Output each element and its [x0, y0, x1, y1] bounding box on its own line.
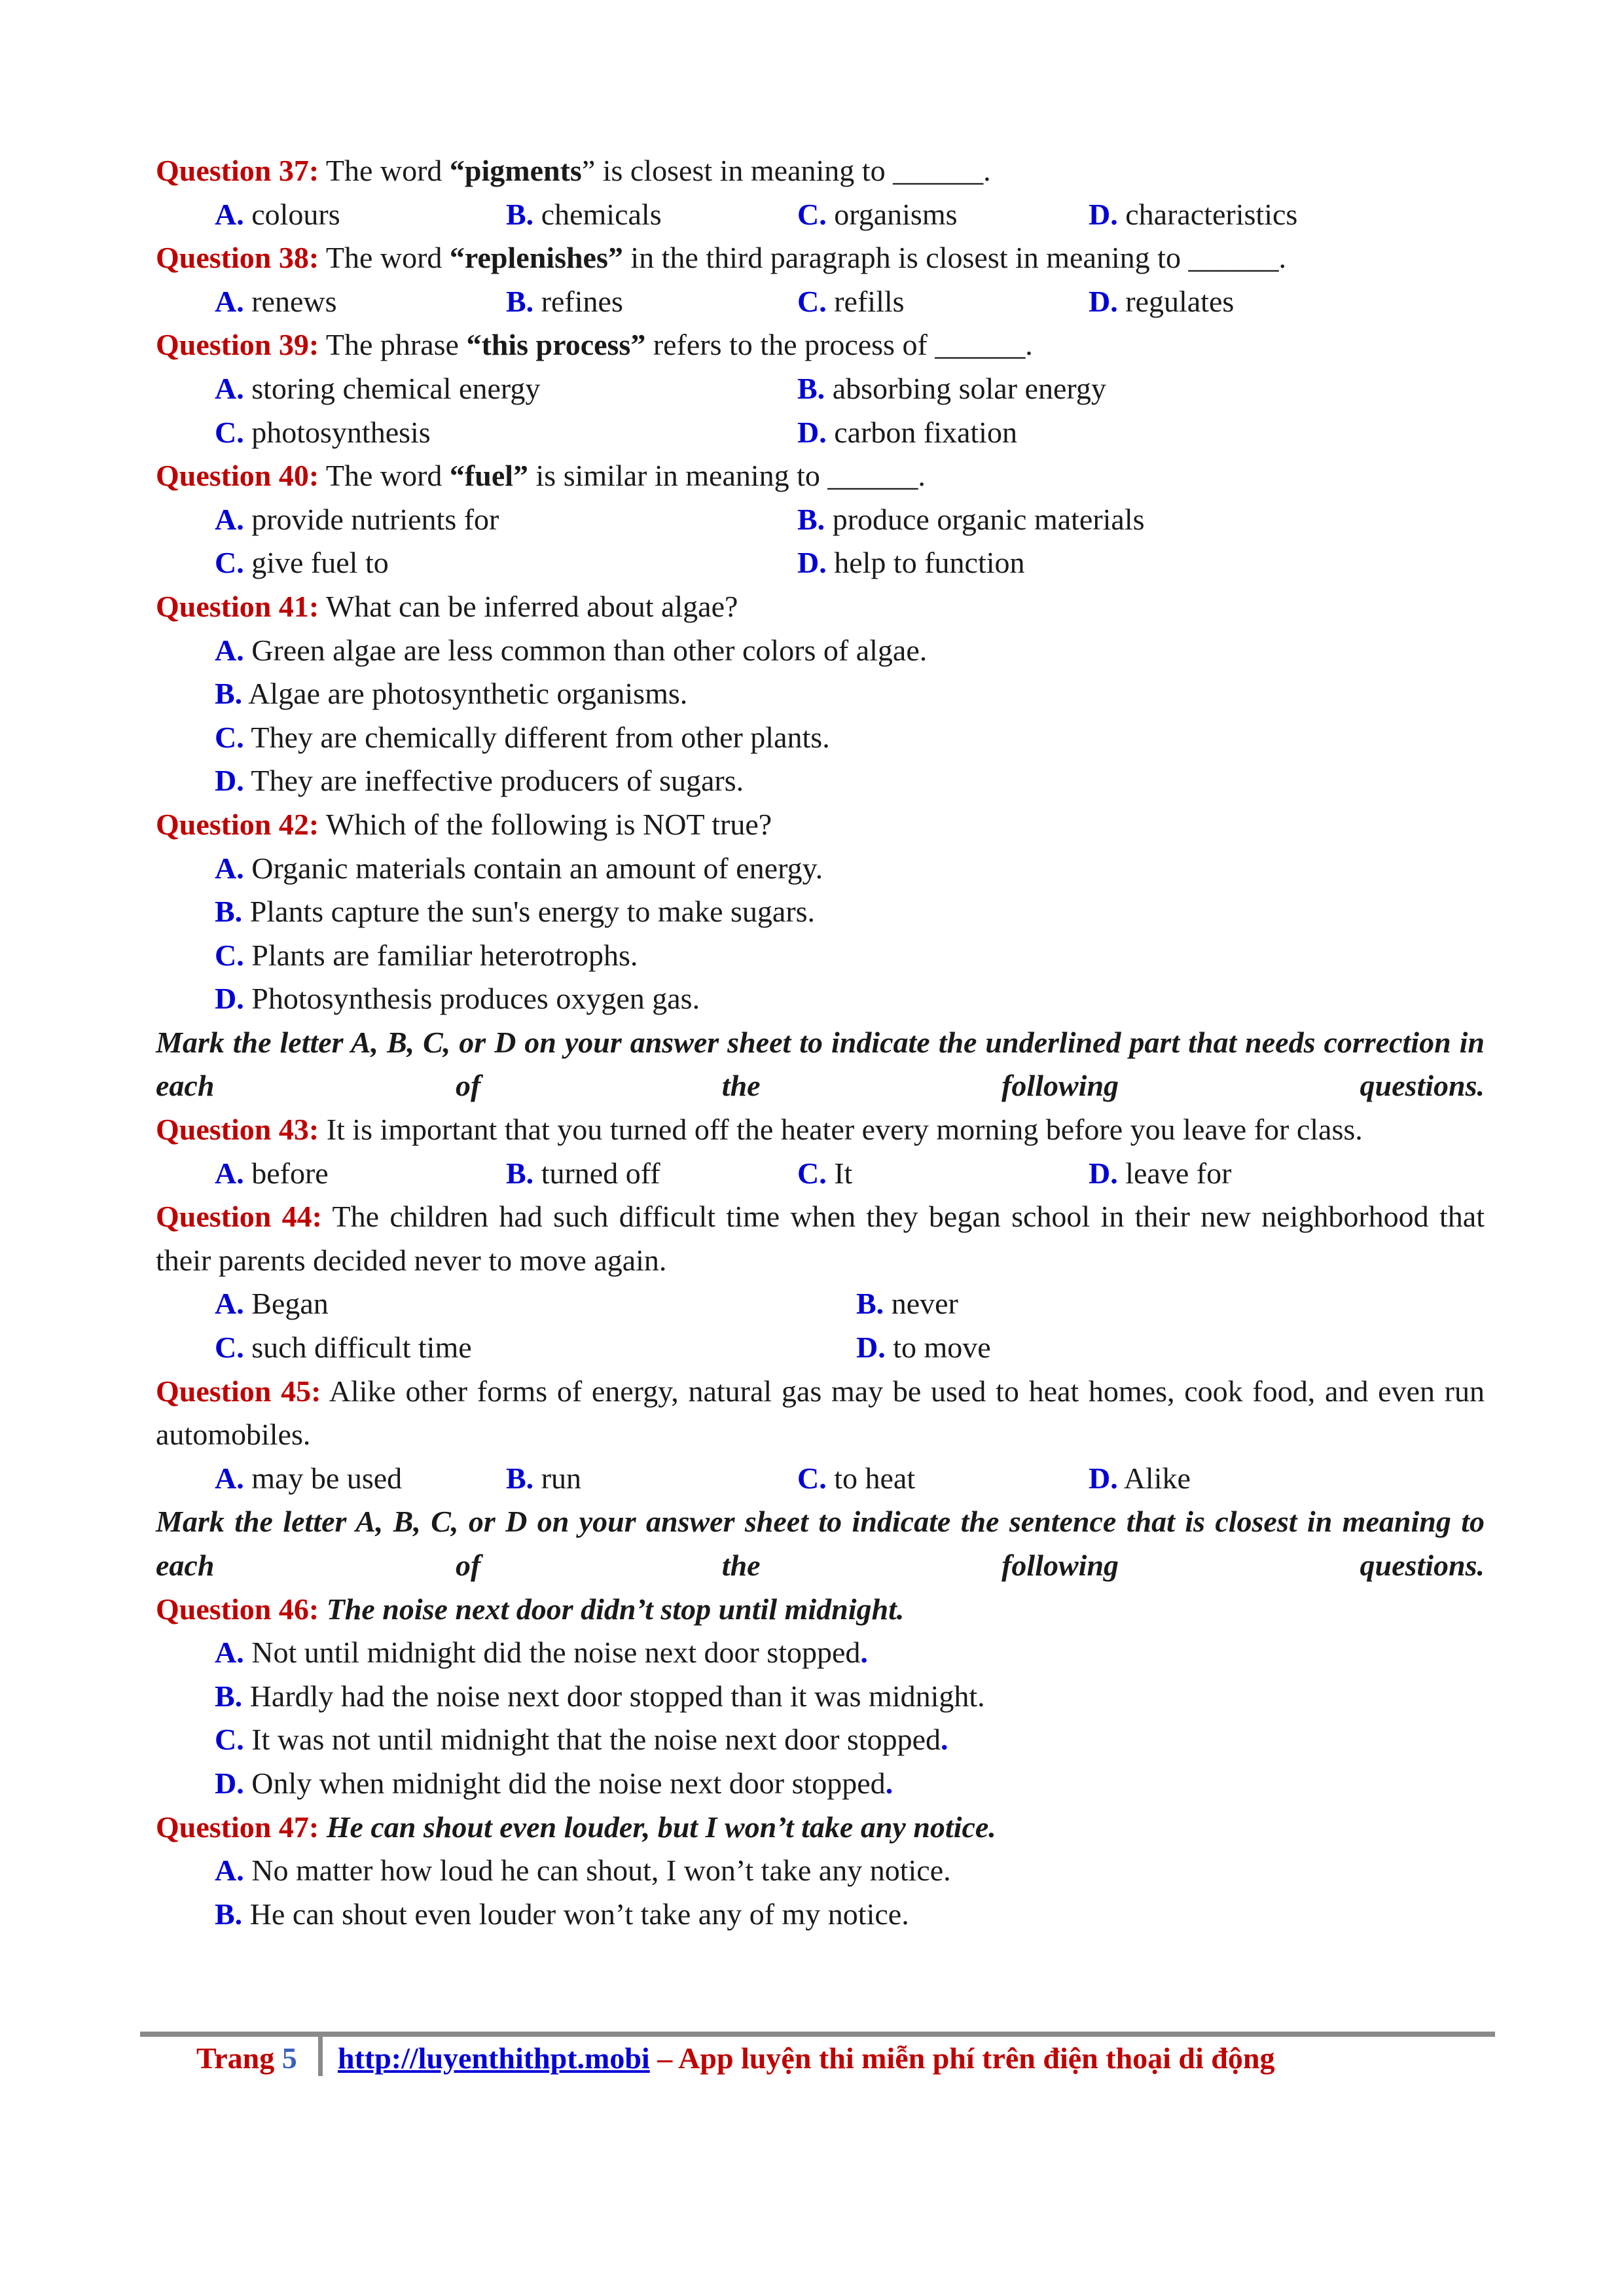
option-b: B. produce organic materials	[797, 502, 1145, 536]
question-45: Question 45: Alike other forms of energy, natural gas may be used to heat homes, cook food, and even run automobiles.	[156, 1374, 1485, 1452]
option-c: C. such difficult time	[215, 1331, 472, 1365]
question-label: Question 44:	[156, 1200, 322, 1234]
option-d: D. They are ineffective producers of sugars.	[215, 764, 744, 798]
question-label: Question 37:	[156, 154, 319, 187]
question-39: Question 39: The phrase “this process” refers to the process of ______.	[156, 328, 1033, 362]
option-c: C. refills	[797, 284, 905, 318]
option-b: B. chemicals	[506, 197, 662, 231]
options-row	[156, 1457, 1485, 1501]
page-number: Trang 5	[196, 2041, 297, 2075]
option-d: D. Alike	[1089, 1461, 1191, 1495]
question-label: Question 47:	[156, 1810, 319, 1844]
option-c: C. give fuel to	[215, 546, 389, 580]
question-44: Question 44: The children had such difficult time when they began school in their new neighborhood that their parents decided never to move again.	[156, 1200, 1485, 1277]
section-instruction: Mark the letter A, B, C, or D on your answer sheet to indicate the underlined part that needs correction in each of the following questions.	[156, 1025, 1485, 1103]
question-label: Question 39:	[156, 328, 319, 362]
footer-link[interactable]: http://luyenthithpt.mobi	[338, 2041, 650, 2075]
question-41: Question 41: What can be inferred about algae?	[156, 589, 738, 623]
option-b: B. absorbing solar energy	[797, 371, 1106, 405]
question-37: Question 37: The word “pigments” is closest in meaning to ______.	[156, 154, 991, 187]
option-b: B. run	[506, 1461, 582, 1495]
option-c: C. to heat	[797, 1461, 916, 1495]
option-c: C. organisms	[797, 197, 958, 231]
options-row	[156, 280, 1485, 324]
footer-divider	[140, 2032, 1495, 2037]
option-c: C. It was not until midnight that the noise next door stopped.	[215, 1723, 948, 1757]
question-label: Question 40:	[156, 459, 319, 493]
option-c: C. They are chemically different from other plants.	[215, 720, 830, 754]
question-40: Question 40: The word “fuel” is similar in meaning to ______.	[156, 459, 926, 493]
option-d: D. leave for	[1089, 1156, 1232, 1190]
question-label: Question 41:	[156, 589, 319, 623]
question-keyword: “fuel”	[449, 459, 529, 493]
option-b: B. Plants capture the sun's energy to make sugars.	[215, 895, 816, 929]
option-a: A. provide nutrients for	[215, 502, 499, 536]
question-38: Question 38: The word “replenishes” in the third paragraph is closest in meaning to ______.	[156, 241, 1286, 275]
option-b: B. turned off	[506, 1156, 660, 1190]
option-d: D. help to function	[797, 546, 1025, 580]
option-a: A. colours	[215, 197, 340, 231]
option-a: A. Not until midnight did the noise next door stopped.	[215, 1636, 868, 1670]
option-c: C. photosynthesis	[215, 415, 431, 449]
option-d: D. regulates	[1089, 284, 1235, 318]
options-row	[156, 1152, 1485, 1196]
option-b: B. Hardly had the noise next door stopped than it was midnight.	[215, 1679, 985, 1713]
footer-tagline: – App luyện thi miễn phí trên điện thoại di động	[649, 2041, 1275, 2075]
exam-content	[156, 149, 1485, 1936]
option-d: D. Only when midnight did the noise next door stopped.	[215, 1766, 893, 1800]
option-a: A. before	[215, 1156, 329, 1190]
question-label: Question 38:	[156, 241, 319, 275]
question-46: Question 46: The noise next door didn’t stop until midnight.	[156, 1592, 905, 1626]
options-row	[156, 411, 1485, 455]
options-row	[156, 1326, 1485, 1370]
options-row	[156, 193, 1485, 237]
footer-separator	[318, 2037, 323, 2076]
option-d: D. to move	[856, 1331, 991, 1365]
option-d: D. characteristics	[1089, 197, 1298, 231]
options-row	[156, 1282, 1485, 1326]
question-keyword: “pigments	[449, 154, 582, 187]
option-b: B. He can shout even louder won’t take any of my notice.	[215, 1897, 909, 1931]
option-a: A. Green algae are less common than other colors of algae.	[215, 633, 928, 667]
option-a: A. No matter how loud he can shout, I won’t take any notice.	[215, 1854, 951, 1888]
question-43: Question 43: It is important that you turned off the heater every morning before you leave for class.	[156, 1113, 1363, 1147]
options-row	[156, 367, 1485, 411]
option-c: C. Plants are familiar heterotrophs.	[215, 938, 638, 972]
option-a: A. storing chemical energy	[215, 371, 541, 405]
question-label: Question 45:	[156, 1374, 321, 1408]
section-instruction: Mark the letter A, B, C, or D on your answer sheet to indicate the sentence that is closest in meaning to each of the following questions.	[156, 1505, 1485, 1582]
option-a: A. renews	[215, 284, 337, 318]
options-row	[156, 541, 1485, 585]
option-d: D. Photosynthesis produces oxygen gas.	[215, 982, 700, 1016]
option-a: A. Began	[215, 1287, 329, 1321]
option-b: B. never	[856, 1287, 958, 1321]
question-keyword: “this process”	[466, 328, 646, 362]
option-d: D. carbon fixation	[797, 415, 1017, 449]
option-a: A. may be used	[215, 1461, 403, 1495]
question-keyword: “replenishes”	[449, 241, 623, 275]
options-row	[156, 498, 1485, 542]
question-label: Question 42:	[156, 807, 319, 841]
option-b: B. Algae are photosynthetic organisms.	[215, 677, 688, 711]
question-label: Question 43:	[156, 1113, 319, 1147]
option-c: C. It	[797, 1156, 853, 1190]
footer-text	[338, 2041, 1274, 2075]
question-47: Question 47: He can shout even louder, but I won’t take any notice.	[156, 1810, 996, 1844]
question-42: Question 42: Which of the following is NOT true?	[156, 807, 772, 841]
option-b: B. refines	[506, 284, 623, 318]
question-label: Question 46:	[156, 1592, 319, 1626]
option-a: A. Organic materials contain an amount of energy.	[215, 851, 823, 885]
